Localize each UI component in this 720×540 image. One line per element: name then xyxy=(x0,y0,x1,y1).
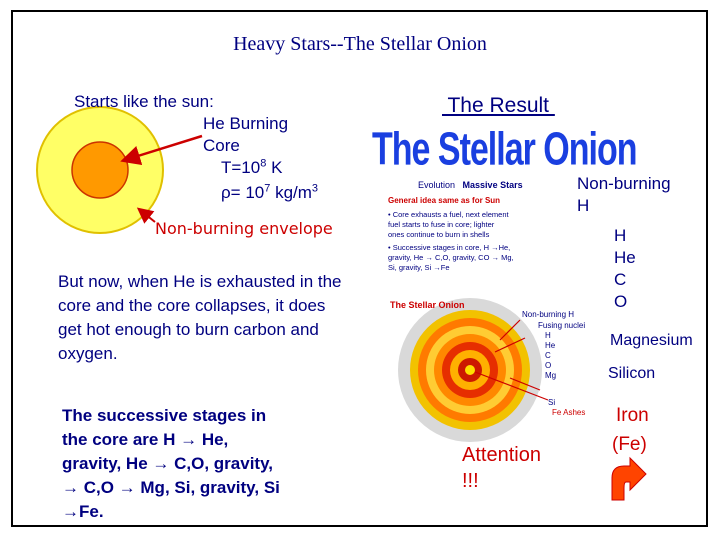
star-core xyxy=(72,142,128,198)
paragraph-core-collapse: But now, when He is exhausted in the core and the core collapses, it does get hot enough to burn carbon and oxygen. xyxy=(58,272,342,363)
temperature-label: $T=10^8$ K xyxy=(221,157,283,177)
fe-label: (Fe) xyxy=(612,434,647,455)
small-fe-ashes: Fe Ashes xyxy=(552,408,586,417)
evolution-label: Evolution Massive Stars xyxy=(418,180,523,190)
magnesium-label: Magnesium xyxy=(610,332,693,349)
curved-arrow xyxy=(612,458,646,500)
he-burning-label: He Burning xyxy=(203,114,289,133)
small-non-burning-h: Non-burning H xyxy=(522,310,575,319)
successive-stages-text: The successive stages in the core are H → He, gravity, He → C,O, gravity, → C,O → Mg, Si, gravity, Si →Fe. xyxy=(62,406,280,521)
density-label: $\rho= 10^7$ $kg/m^3$ xyxy=(221,182,319,202)
layer-labels: H He C O xyxy=(614,226,636,311)
non-burning-label: Non-burning xyxy=(577,174,671,193)
stellar-onion-big-title: The Stellar Onion xyxy=(372,124,637,176)
small-layer-labels: H He C O Mg xyxy=(545,331,557,380)
onion-diagram xyxy=(398,298,542,442)
bullet-list: • Core exhausts a fuel, next element fuel starts to fuse in core; lighter ones continue to burn in shells • Successive stages in core, H →He, gravity, He → C,O, gravity, CO → Mg, Si, gravity, Si →Fe xyxy=(388,210,514,272)
general-idea-label: General idea same as for Sun xyxy=(388,196,501,205)
iron-label: Iron xyxy=(616,405,649,426)
silicon-label: Silicon xyxy=(608,365,656,382)
small-fusing-nuclei: Fusing nuclei xyxy=(538,321,586,330)
non-burning-envelope-label: Non-burning envelope xyxy=(155,219,333,238)
slide-title: Heavy Stars--The Stellar Onion xyxy=(233,33,487,55)
small-si: Si xyxy=(548,398,556,407)
the-result-heading: The Result xyxy=(442,94,555,117)
h-label: H xyxy=(577,196,590,215)
onion-caption: The Stellar Onion xyxy=(390,300,465,310)
starts-like-sun: Starts like the sun: xyxy=(74,92,214,111)
core-label: Core xyxy=(203,136,240,155)
attention-text: Attention !!! xyxy=(462,444,541,492)
